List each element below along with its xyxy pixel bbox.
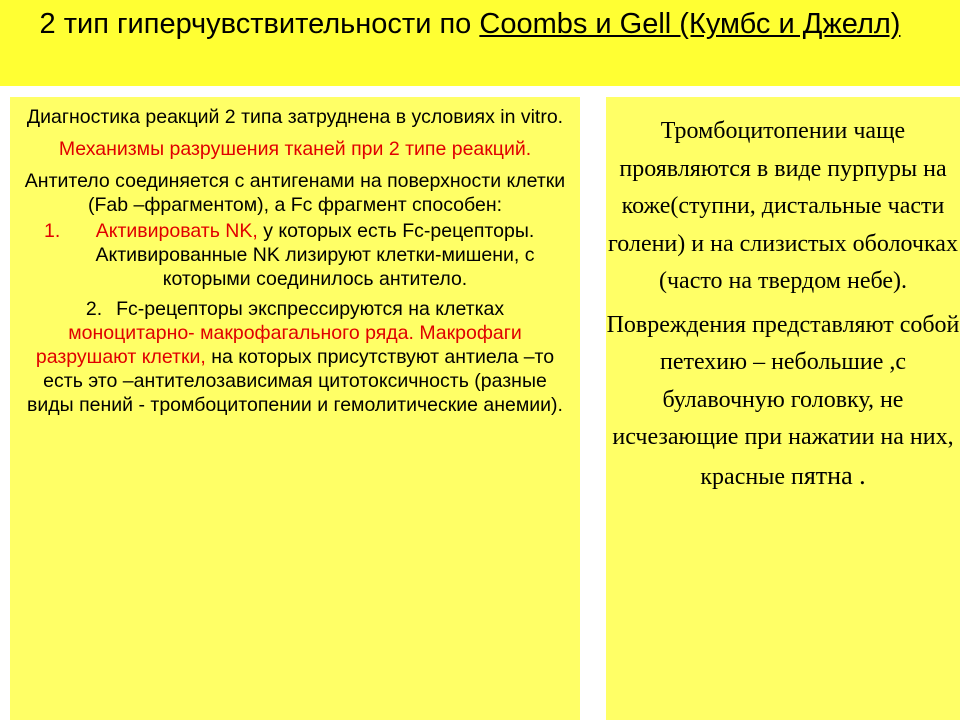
left-panel — [10, 97, 580, 720]
page-title — [20, 6, 920, 43]
list-item-1-red: Активировать NK, — [95, 220, 258, 242]
list-item-1-text: у которых есть Fc-рецепторы. Активированные NK лизируют клетки-мишени, с которыми соединилось антитело. — [95, 220, 535, 290]
list-item-2-number: 2. — [85, 298, 103, 320]
left-paragraph-1: Диагностика реакций 2 типа затруднена в условиях in vitro. — [26, 106, 564, 128]
list-item-2 — [10, 297, 580, 417]
right-paragraph-1: Тромбоцитопении чаще проявляются в виде пурпуры на коже(ступни, дистальные части голени) и на слизистых оболочках (часто на твердом небе). — [608, 118, 958, 294]
title-prefix: 2 тип гиперчувствительности по — [39, 8, 480, 40]
right-paragraph-2 — [606, 307, 960, 497]
right-text — [606, 113, 960, 502]
title-bar — [0, 0, 960, 86]
right-panel — [606, 97, 960, 720]
right-paragraph-2-text: Повреждения представляют собой петехию – небольшие ,с булавочную головку, не исчезающие при нажатии на них, красные п — [606, 311, 960, 490]
list-item-2-text-b: на которых присутствуют антиела –то есть это –антителозависимая цитотоксичность (разные виды пений - тромбоцитопении и гемолитические анемии). — [27, 346, 563, 416]
left-text — [10, 105, 580, 417]
list-item-2-text-a: Fc-рецепторы экспрессируются на клетках — [116, 298, 505, 320]
left-paragraph-3: Антитело соединяется с антигенами на поверхности клетки (Fab –фрагментом), а Fc фрагмент способен: — [24, 170, 566, 216]
right-paragraph-2-emphasis: ятна . — [803, 460, 866, 490]
list-item-2-red: моноцитарно- макрофагального ряда. Макрофаги разрушают клетки, — [35, 322, 522, 368]
left-paragraph-2: Механизмы разрушения тканей при 2 типе реакций. — [58, 138, 532, 160]
list-item-1 — [10, 219, 580, 291]
list-item-1-number: 1. — [44, 220, 61, 242]
title-link[interactable]: Coombs и Gell (Кумбс и Джелл) — [479, 8, 901, 40]
